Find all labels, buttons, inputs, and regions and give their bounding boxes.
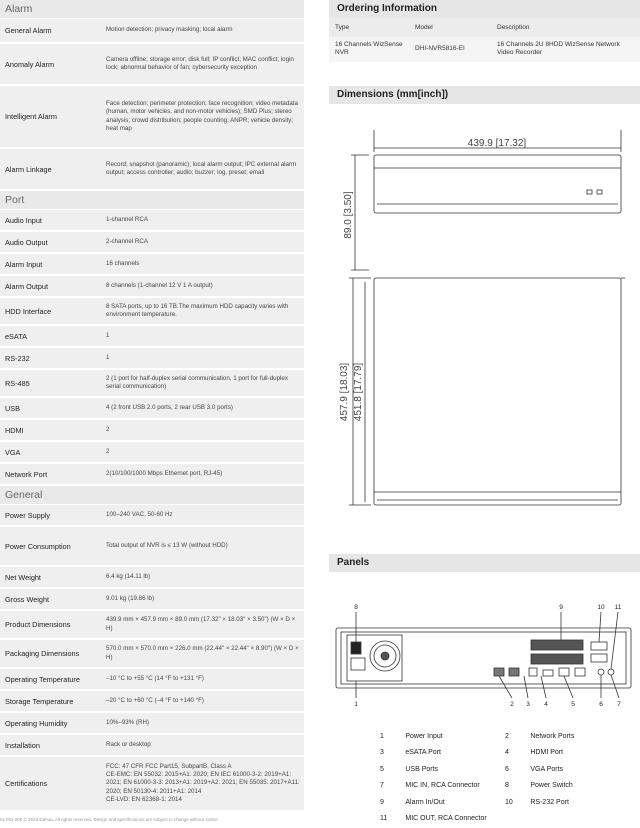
section-header: Port (0, 191, 304, 209)
spec-row (0, 298, 304, 324)
spec-value: 100–240 VAC, 50-60 Hz (106, 510, 173, 518)
spec-value: 2 (1 port for half-duplex serial communication, 1 port for full-duplex serial communication) (106, 374, 288, 390)
spec-row (0, 149, 304, 189)
rear-panel-drawing (329, 598, 640, 710)
spec-table (0, 0, 304, 812)
footer-text: ev 002.000 © 2023 Dahua. All rights reserved. Design and specifications are subject to change without notice. (0, 817, 219, 822)
legend-row (380, 728, 630, 745)
dim-depth-outer-label: 457.9 [18.03] (339, 362, 350, 422)
legend-label: Power Switch (530, 782, 573, 790)
callout-5: 5 (571, 701, 575, 708)
spec-row (0, 691, 304, 711)
legend-number: 2 (505, 732, 509, 740)
spec-value: 2 (106, 425, 110, 433)
spec-label: General Alarm (5, 26, 52, 35)
spec-label: HDMI (5, 425, 24, 435)
spec-value: 2 (106, 447, 110, 455)
spec-row (0, 640, 304, 667)
spec-value: 8 SATA ports, up to 16 TB.The maximum HDD capacity varies with environment temperature. (106, 302, 289, 318)
legend-row (380, 761, 630, 778)
callout-1: 1 (354, 701, 358, 708)
spec-label: Product Dimensions (5, 620, 71, 629)
spec-row (0, 567, 304, 587)
spec-row (0, 370, 304, 396)
legend-row (380, 794, 630, 811)
spec-row (0, 442, 304, 462)
callout-2: 2 (510, 701, 514, 708)
spec-row (0, 232, 304, 252)
legend-row (380, 745, 630, 762)
spec-label: RS-485 (5, 378, 30, 388)
callout-8: 8 (354, 604, 358, 611)
spec-value: 1 (106, 353, 110, 361)
spec-label: Intelligent Alarm (5, 112, 57, 121)
spec-row (0, 713, 304, 733)
legend-label: Alarm In/Out (405, 798, 445, 806)
ordering-header-model: Model (409, 18, 491, 37)
spec-label: Gross Weight (5, 594, 50, 604)
spec-label: Alarm Output (5, 281, 48, 291)
legend-number: 4 (505, 749, 509, 757)
spec-label: Operating Temperature (5, 674, 80, 684)
ordering-title: Ordering Information (329, 0, 640, 18)
spec-value: 6.4 kg (14.11 lb) (106, 572, 151, 580)
legend-label: Network Ports (530, 732, 575, 740)
spec-label: HDD Interface (5, 306, 52, 316)
spec-value: 9.01 kg (19.86 lb) (106, 594, 155, 602)
section-header: General (0, 486, 304, 504)
legend-number: 9 (380, 798, 384, 806)
spec-label: Installation (5, 740, 40, 750)
spec-value: Face detection; perimeter protection; face recognition; video metadata (human, motor vehicles, and non-motor vehicles); SMD Plus; stereo analysis; crowd distribution; people counting; ANPR; vehicle density; heat map (106, 100, 298, 132)
spec-value: 2(10/100/1000 Mbps Ethernet port, RJ-45) (106, 469, 223, 477)
spec-label: RS-232 (5, 353, 30, 363)
ordering-type: 16 Channels WizSense NVR (329, 37, 409, 62)
spec-label: Packaging Dimensions (5, 649, 80, 658)
dimensions-title: Dimensions (mm[inch]) (329, 86, 640, 104)
spec-value: 4 (2 front USB 2.0 ports, 2 rear USB 3.0 ports) (106, 403, 233, 411)
spec-label: Power Consumption (5, 541, 71, 551)
spec-row (0, 348, 304, 368)
spec-row (0, 589, 304, 609)
spec-label: Audio Output (5, 237, 48, 247)
spec-label: Alarm Input (5, 259, 43, 269)
spec-label: Operating Humidity (5, 718, 68, 728)
callout-11: 11 (614, 604, 622, 611)
spec-value: 10%–93% (RH) (106, 718, 149, 726)
callout-7: 7 (617, 701, 621, 708)
legend-label: HDMI Port (530, 749, 564, 757)
spec-label: eSATA (5, 331, 28, 341)
spec-label: Certifications (5, 779, 48, 788)
ordering-model: DHI-NVR5816-EI (409, 37, 491, 62)
spec-value: –10 °C to +55 °C (14 °F to +131 °F) (106, 674, 204, 682)
callout-10: 10 (597, 604, 605, 611)
dim-height-label: 89.0 [3.50] (343, 191, 354, 239)
dim-depth-inner-label: 451.8 [17.79] (353, 362, 364, 422)
spec-row (0, 611, 304, 638)
spec-value: 439.9 mm × 457.9 mm × 89.0 mm (17.32" × 18.03" × 3.50") (W × D × H) (106, 616, 296, 632)
dimensions-drawing (329, 120, 640, 545)
spec-row (0, 398, 304, 418)
spec-row (0, 326, 304, 346)
spec-value: Total output of NVR is ≤ 13 W (without HDD) (106, 541, 228, 549)
spec-label: USB (5, 403, 21, 413)
legend-label: Power Input (405, 732, 443, 740)
spec-row (0, 86, 304, 147)
spec-value: Motion detection; privacy masking; local alarm (106, 26, 233, 34)
spec-row (0, 735, 304, 755)
spec-value: –20 °C to +60 °C (–4 °F to +140 °F) (106, 696, 204, 704)
spec-value: 570.0 mm × 570.0 mm × 226.0 mm (22.44" × 22.44" × 8.90") (W × D × H) (106, 645, 299, 661)
spec-row (0, 210, 304, 230)
spec-row (0, 19, 304, 42)
spec-value: 1-channel RCA (106, 215, 148, 223)
legend-label: USB Ports (405, 765, 439, 773)
ordering-header-description: Description (491, 18, 640, 37)
callout-4: 4 (544, 701, 548, 708)
spec-row (0, 505, 304, 525)
spec-row (0, 420, 304, 440)
spec-row (0, 44, 304, 84)
spec-row (0, 276, 304, 296)
spec-label: Anomaly Alarm (5, 59, 55, 69)
spec-label: Alarm Linkage (5, 164, 52, 174)
legend-number: 10 (505, 798, 513, 806)
ordering-header-type: Type (329, 18, 409, 37)
spec-value: 8 channels (1-channel 12 V 1 A output) (106, 281, 213, 289)
spec-value: FCC: 47 CFR FCC Part15, SubpartB, Class A CE-EMC: EN 55032: 2015+A1: 2020; EN IEC 61000-3-2: 2019+A1: 2021; EN 61000-3-3: 2013+A1: 2019+A2: 2021; EN 55035: 2017+A11: 2020; EN 50130-4: 2011+A1: 2014 CE-LVD: EN 62368-1: 2014 (106, 763, 300, 803)
callout-3: 3 (526, 701, 530, 708)
legend-number: 6 (505, 765, 509, 773)
callout-6: 6 (599, 701, 603, 708)
spec-row (0, 464, 304, 484)
legend-row (380, 778, 630, 795)
legend-label: MIC IN, RCA Connector (405, 782, 480, 790)
section-header: Alarm (0, 0, 304, 18)
spec-value: Rack or desktop (106, 740, 151, 748)
panels-section (329, 554, 640, 572)
spec-value: 1 (106, 331, 110, 339)
legend-label: MIC OUT, RCA Connector (405, 815, 487, 823)
spec-label: VGA (5, 447, 21, 457)
legend-label: eSATA Port (405, 749, 441, 757)
ordering-table (329, 18, 640, 62)
spec-label: Net Weight (5, 572, 41, 582)
panel-legend (380, 728, 630, 827)
legend-number: 11 (380, 815, 388, 823)
legend-row (380, 811, 630, 828)
callout-9: 9 (559, 604, 563, 611)
spec-label: Network Port (5, 469, 48, 479)
spec-value: Camera offline; storage error; disk full; IP conflict; MAC conflict; login lock; abnormal behavior of fan; cybersecurity exception (106, 55, 294, 71)
spec-label: Power Supply (5, 510, 51, 520)
spec-label: Audio Input (5, 215, 42, 225)
legend-number: 3 (380, 749, 384, 757)
spec-row (0, 527, 304, 565)
legend-number: 8 (505, 782, 509, 790)
legend-number: 1 (380, 732, 384, 740)
legend-number: 7 (380, 782, 384, 790)
spec-row (0, 669, 304, 689)
spec-label: Storage Temperature (5, 696, 74, 706)
spec-row (0, 254, 304, 274)
spec-value: Record; snapshot (panoramic); local alarm output; IPC external alarm output; access controller; audio; buzzer; log, preset; email (106, 160, 297, 176)
spec-value: 16 channels (106, 259, 140, 267)
ordering-description: 16 Channels 2U 8HDD WizSense Network Video Recorder (491, 37, 640, 62)
legend-number: 5 (380, 765, 384, 773)
spec-value: 2-channel RCA (106, 237, 148, 245)
ordering-section (329, 0, 640, 104)
spec-row (0, 757, 304, 810)
legend-label: RS-232 Port (530, 798, 569, 806)
dim-width-label: 439.9 [17.32] (467, 138, 527, 149)
panels-title: Panels (329, 554, 640, 572)
legend-label: VGA Ports (530, 765, 564, 773)
